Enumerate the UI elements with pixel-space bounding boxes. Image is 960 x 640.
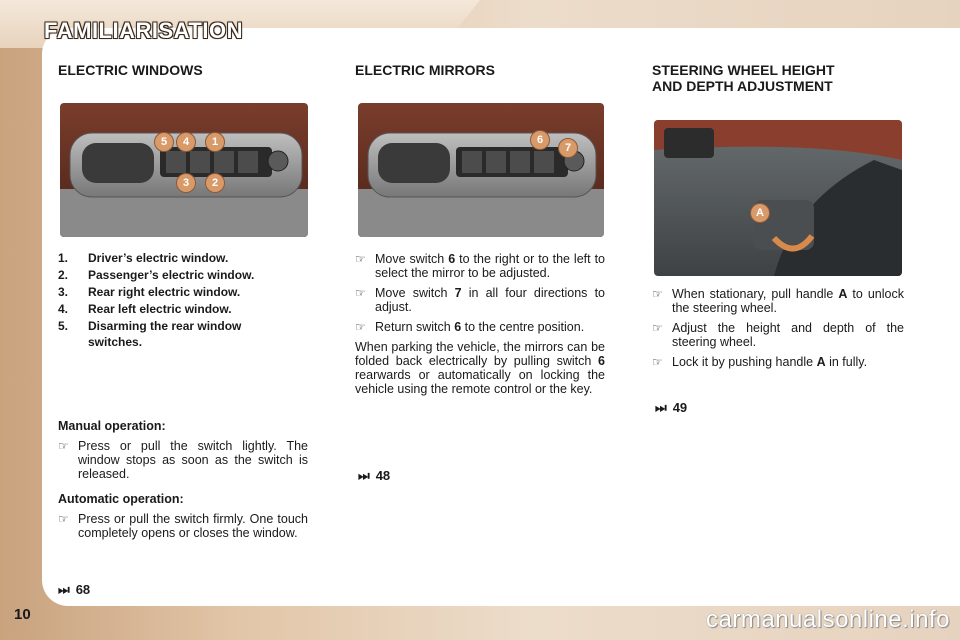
steering-photo [654,120,902,276]
steering-heading: STEERING WHEEL HEIGHT AND DEPTH ADJUSTMENT [652,62,835,94]
manual-operation-section [58,419,308,487]
automatic-operation-heading: Automatic operation: [58,492,184,506]
skip-forward-icon: ⏭ [58,582,70,597]
callout-A: A [750,203,770,223]
hand-pointer-icon: ☞ [355,252,366,266]
windows-photo [60,103,308,237]
list-item: 4. Rear left electric window. [58,302,232,316]
automatic-operation-step: ☞ Press or pull the switch firmly. One touch completely opens or closes the window. [58,512,308,540]
list-item: 5. Disarming the rear window switches. [58,319,242,349]
steering-step-unlock: ☞ When stationary, pull handle A to unlock the steering wheel. [652,287,904,315]
skip-forward-icon: ⏭ [655,400,667,415]
windows-heading: ELECTRIC WINDOWS [58,62,203,78]
mirrors-step-return: ☞ Return switch 6 to the centre position. [355,320,585,334]
list-item: 2. Passenger’s electric window. [58,268,255,282]
mirrors-column [355,62,607,78]
callout-5: 5 [154,132,174,152]
callout-3: 3 [176,173,196,193]
steering-column [652,62,922,94]
callout-6: 6 [530,130,550,150]
callout-1: 1 [205,132,225,152]
automatic-operation-section [58,492,308,546]
mirrors-step-adjust: ☞ Move switch 7 in all four directions to adjust. [355,286,605,314]
mirrors-photo [358,103,604,237]
callout-4: 4 [176,132,196,152]
page-reference-68[interactable]: ⏭ 68 [58,582,91,597]
windows-column [58,62,313,78]
hand-pointer-icon: ☞ [58,512,69,526]
hand-pointer-icon: ☞ [355,320,366,334]
callout-2: 2 [205,173,225,193]
steering-instructions [652,287,904,375]
hand-pointer-icon: ☞ [652,321,663,335]
hand-pointer-icon: ☞ [652,287,663,301]
mirrors-folding-paragraph: When parking the vehicle, the mirrors can be folded back electrically by pulling switch 6 rearwards or automatically on locking the vehicle using the remote control or the key. [355,340,605,396]
page-reference-49[interactable]: ⏭ 49 [655,400,688,415]
list-item: 1. Driver’s electric window. [58,251,229,265]
page-reference-48[interactable]: ⏭ 48 [358,468,391,483]
callout-7: 7 [558,138,578,158]
mirrors-heading: ELECTRIC MIRRORS [355,62,495,78]
skip-forward-icon: ⏭ [358,468,370,483]
hand-pointer-icon: ☞ [652,355,663,369]
hand-pointer-icon: ☞ [355,286,366,300]
manual-operation-step: ☞ Press or pull the switch lightly. The window stops as soon as the switch is released. [58,439,308,481]
steering-step-adjust: ☞ Adjust the height and depth of the steering wheel. [652,321,904,349]
manual-operation-heading: Manual operation: [58,419,166,433]
mirrors-instructions [355,252,605,396]
steering-step-lock: ☞ Lock it by pushing handle A in fully. [652,355,868,369]
list-item: 3. Rear right electric window. [58,285,241,299]
page-number: 10 [14,606,31,623]
page-title: FAMILIARISATION [44,18,243,43]
watermark: carmanualsonline.info [706,606,950,633]
windows-switch-list [58,250,313,351]
hand-pointer-icon: ☞ [58,439,69,453]
mirrors-step-select: ☞ Move switch 6 to the right or to the left to select the mirror to be adjusted. [355,252,605,280]
